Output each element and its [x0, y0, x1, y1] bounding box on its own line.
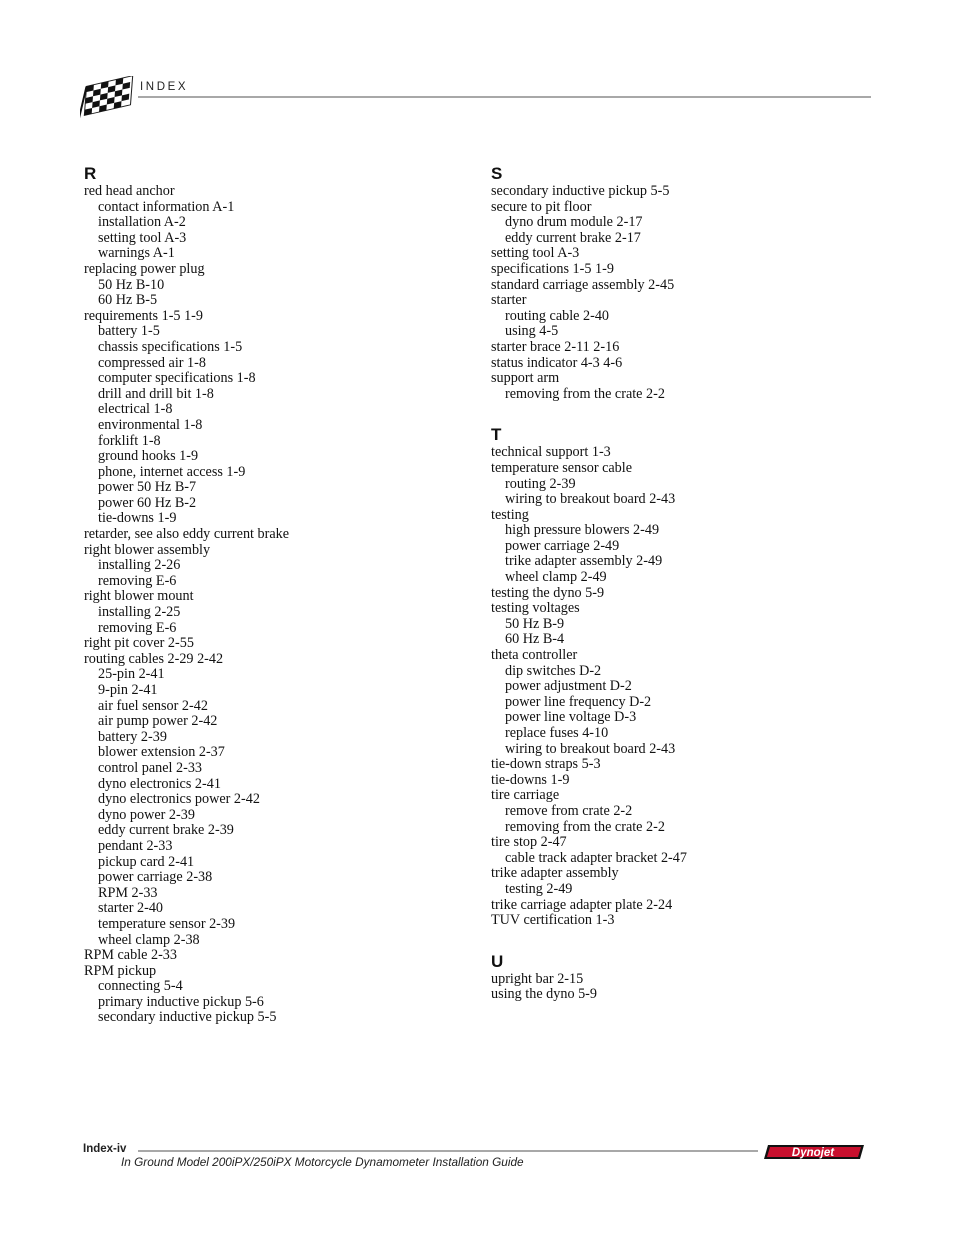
index-subentry: air fuel sensor 2-42 [98, 697, 208, 714]
index-entry: requirements 1-5 1-9 [84, 307, 203, 324]
index-subentry: power line voltage D-3 [505, 709, 637, 726]
index-subentry: drill and drill bit 1-8 [98, 385, 214, 402]
index-entry: testing [491, 506, 529, 523]
index-subentry: computer specifications 1-8 [98, 370, 256, 387]
index-entry: trike carriage adapter plate 2-24 [491, 896, 673, 913]
index-entry: support arm [491, 370, 560, 387]
index-subentry: 50 Hz B-9 [505, 615, 565, 632]
index-subentry: testing 2-49 [505, 880, 573, 897]
index-entry: replacing power plug [84, 260, 205, 277]
document-title: In Ground Model 200iPX/250iPX Motorcycle Dynamometer Installation Guide [121, 1155, 524, 1169]
index-entry: trike adapter assembly [491, 865, 619, 882]
index-entry: right blower mount [84, 588, 194, 605]
index-subentry: 25-pin 2-41 [98, 666, 165, 683]
index-subentry: 60 Hz B-4 [505, 631, 565, 648]
index-subentry: setting tool A-3 [98, 229, 187, 246]
index-subentry: routing 2-39 [505, 475, 576, 492]
index-subentry: removing E-6 [98, 572, 177, 589]
index-entry: TUV certification 1-3 [491, 912, 615, 929]
index-subentry: power carriage 2-38 [98, 869, 213, 886]
index-subentry: dip switches D-2 [505, 662, 602, 679]
index-letter-heading: T [491, 425, 502, 445]
index-subentry: wheel clamp 2-38 [98, 931, 200, 948]
index-subentry: power line frequency D-2 [505, 693, 652, 710]
index-entry: right blower assembly [84, 541, 211, 558]
index-entry: tie-down straps 5-3 [491, 756, 601, 773]
index-entry: tire stop 2-47 [491, 834, 567, 851]
index-subentry: compressed air 1-8 [98, 354, 206, 371]
index-subentry: replace fuses 4-10 [505, 725, 609, 741]
index-subentry: high pressure blowers 2-49 [505, 522, 660, 539]
index-subentry: electrical 1-8 [98, 401, 173, 418]
index-entry: setting tool A-3 [491, 245, 580, 262]
index-subentry: chassis specifications 1-5 [98, 338, 243, 355]
index-column-right [491, 164, 871, 1003]
index-subentry: wheel clamp 2-49 [505, 569, 607, 586]
index-letter-heading: U [491, 951, 504, 971]
index-column-left [84, 164, 464, 1026]
index-entry: red head anchor [84, 183, 175, 199]
index-subentry: installation A-2 [98, 214, 186, 231]
index-subentry: eddy current brake 2-17 [505, 229, 641, 246]
index-entry: right pit cover 2-55 [84, 635, 194, 652]
index-subentry: air pump power 2-42 [98, 713, 218, 730]
svg-text:Dynojet: Dynojet [791, 1147, 835, 1159]
index-subentry: power carriage 2-49 [505, 537, 620, 554]
index-entry: specifications 1-5 1-9 [491, 260, 614, 277]
index-entry: temperature sensor cable [491, 459, 633, 476]
index-subentry: 60 Hz B-5 [98, 292, 158, 309]
index-entry: upright bar 2-15 [491, 970, 584, 987]
index-subentry: connecting 5-4 [98, 978, 183, 995]
index-subentry: temperature sensor 2-39 [98, 915, 236, 932]
index-subentry: forklift 1-8 [98, 432, 161, 449]
index-letter-heading: R [84, 164, 97, 183]
index-subentry: installing 2-26 [98, 557, 181, 574]
index-subentry: cable track adapter bracket 2-47 [505, 849, 687, 866]
index-entry: testing voltages [491, 600, 580, 617]
index-subentry: battery 1-5 [98, 323, 160, 340]
index-subentry: remove from crate 2-2 [505, 802, 633, 819]
page-header-title: INDEX [140, 81, 189, 93]
section-spacer [491, 929, 871, 952]
index-subentry: 9-pin 2-41 [98, 682, 158, 698]
page-number: Index-iv [83, 1143, 127, 1155]
index-entry: starter brace 2-11 2-16 [491, 338, 620, 355]
index-subentry: 50 Hz B-10 [98, 276, 165, 293]
index-entry: tie-downs 1-9 [491, 771, 570, 788]
index-entry: tire carriage [491, 787, 560, 804]
index-entry: routing cables 2-29 2-42 [84, 650, 224, 667]
index-subentry: RPM 2-33 [98, 884, 158, 901]
index-subentry: routing cable 2-40 [505, 307, 610, 324]
index-subentry: removing E-6 [98, 619, 177, 636]
index-entry: using the dyno 5-9 [491, 986, 598, 1003]
index-letter-heading: S [491, 164, 503, 183]
index-subentry: power adjustment D-2 [505, 678, 632, 695]
index-entry: RPM pickup [84, 962, 157, 979]
index-subentry: ground hooks 1-9 [98, 448, 199, 465]
index-entry: secondary inductive pickup 5-5 [491, 183, 670, 199]
index-subentry: power 60 Hz B-2 [98, 494, 197, 511]
index-entry: technical support 1-3 [491, 444, 611, 461]
index-subentry: wiring to breakout board 2-43 [505, 491, 676, 508]
index-entry: RPM cable 2-33 [84, 947, 177, 964]
index-subentry: contact information A-1 [98, 198, 235, 215]
index-subentry: blower extension 2-37 [98, 744, 225, 761]
index-subentry: using 4-5 [505, 323, 559, 340]
index-subentry: eddy current brake 2-39 [98, 822, 234, 839]
index-subentry: control panel 2-33 [98, 759, 203, 776]
index-subentry: phone, internet access 1-9 [98, 463, 246, 480]
footer-divider [138, 1150, 758, 1152]
dynojet-logo [762, 1143, 866, 1161]
index-subentry: wiring to breakout board 2-43 [505, 740, 676, 757]
index-entry: standard carriage assembly 2-45 [491, 276, 675, 293]
index-subentry: dyno electronics power 2-42 [98, 791, 260, 808]
index-subentry: warnings A-1 [98, 245, 175, 262]
index-subentry: dyno electronics 2-41 [98, 775, 221, 792]
checkered-flag-icon [80, 76, 136, 120]
index-subentry: trike adapter assembly 2-49 [505, 553, 663, 570]
index-subentry: dyno drum module 2-17 [505, 214, 643, 231]
index-entry: starter [491, 292, 527, 309]
index-subentry: removing from the crate 2-2 [505, 385, 665, 402]
index-subentry: pickup card 2-41 [98, 853, 195, 870]
index-entry: theta controller [491, 647, 578, 664]
index-entry: secure to pit floor [491, 198, 592, 215]
header-divider [138, 96, 871, 98]
index-entry: testing the dyno 5-9 [491, 584, 605, 601]
index-subentry: secondary inductive pickup 5-5 [98, 1009, 277, 1026]
index-subentry: dyno power 2-39 [98, 806, 195, 823]
index-subentry: battery 2-39 [98, 728, 167, 745]
index-subentry: removing from the crate 2-2 [505, 818, 665, 835]
index-subentry: environmental 1-8 [98, 416, 203, 433]
index-subentry: primary inductive pickup 5-6 [98, 993, 264, 1010]
index-entry: retarder, see also eddy current brake [84, 526, 290, 543]
index-subentry: installing 2-25 [98, 604, 181, 621]
index-subentry: pendant 2-33 [98, 837, 173, 854]
index-subentry: power 50 Hz B-7 [98, 479, 197, 496]
index-subentry: tie-downs 1-9 [98, 510, 177, 527]
index-entry: status indicator 4-3 4-6 [491, 354, 623, 371]
index-subentry: starter 2-40 [98, 900, 164, 917]
section-spacer [491, 402, 871, 425]
